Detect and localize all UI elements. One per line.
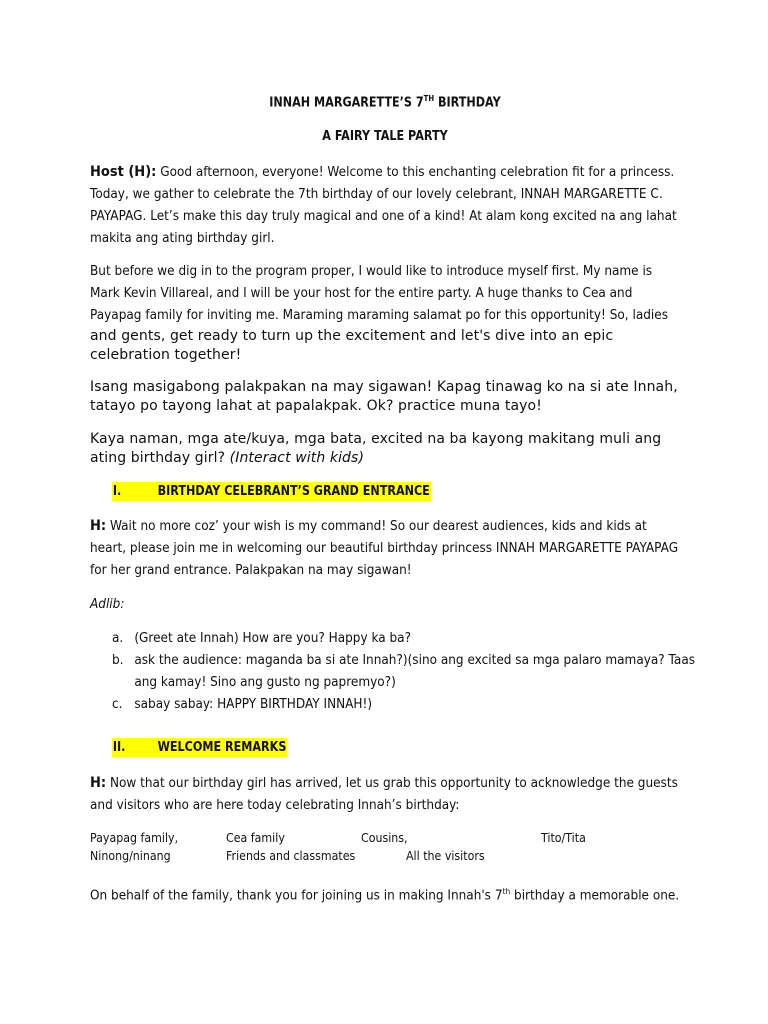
list-item: a. (Greet ate Innah) How are you? Happy ka ba? <box>112 631 412 646</box>
host-intro-paragraph: But before we dig in to the program proper, I would like to introduce myself first. My name is Mark Kevin Villareal, and I will be your host for the entire party. A huge thanks to Cea and Payapag family for inviting me. Maraming maraming salamat po for this opportunity! So, ladies <box>90 264 669 323</box>
interact-paragraph: Kaya naman, mga ate/kuya, mga bata, excited na ba kayong makitang muli ang ating birthday girl? (Interact with kids) <box>90 431 662 466</box>
document-title: INNAH MARGARETTE’S 7TH BIRTHDAY <box>269 94 501 111</box>
grand-entrance-paragraph: H: Wait no more coz’ your wish is my command! So our dearest audiences, kids and kids at heart, please join me in welcoming our beautiful birthday princess INNAH MARGARETTE PAYAPAG for her grand entrance. Palakpakan na may sigawan! <box>90 518 679 578</box>
document-subtitle: A FAIRY TALE PARTY <box>322 129 448 144</box>
guest-item: Friends and classmates <box>226 849 356 863</box>
guest-item: Ninong/ninang <box>90 849 171 863</box>
intro-paragraph: Host (H): Good afternoon, everyone! Welcome to this enchanting celebration fit for a princess. Today, we gather to celebrate the 7th birthday of our lovely celebrant, INNAH MARGARETTE C. PAYAPAG. Let’s make this day truly magical and one of a kind! At alam kong excited na ang lahat makita ang ating birthday girl. <box>90 164 677 246</box>
welcome-paragraph: H: Now that our birthday girl has arrived, let us grab this opportunity to acknowledge the guests and visitors who are here today celebrating Innah’s birthday: <box>90 775 678 813</box>
applause-paragraph: Isang masigabong palakpakan na may sigawan! Kapag tinawag ko na si ate Innah, tatayo po tayong lahat at papalakpak. Ok? practice muna tayo! <box>90 379 678 414</box>
host-intro-paragraph-end: and gents, get ready to turn up the excitement and let's dive into an epic celebration together! <box>90 328 614 363</box>
guest-item: All the visitors <box>406 849 485 863</box>
section-heading-grand-entrance: I. BIRTHDAY CELEBRANT’S GRAND ENTRANCE <box>112 484 430 499</box>
section-heading-welcome-remarks: II. WELCOME REMARKS <box>112 740 287 755</box>
host-label: Host (H): <box>90 164 157 180</box>
guest-item: Payapag family, <box>90 831 179 845</box>
adlib-list <box>112 628 696 716</box>
list-item: b. ask the audience: maganda ba si ate Innah?)(sino ang excited sa mga palaro mamaya? Taas ang kamay! Sino ang gusto ng papremyo?) <box>112 653 696 690</box>
list-item: c. sabay sabay: HAPPY BIRTHDAY INNAH!) <box>112 697 373 712</box>
guest-item: Tito/Tita <box>541 831 586 845</box>
guest-item: Cea family <box>226 831 285 845</box>
adlib-label: Adlib: <box>90 597 125 612</box>
guest-item: Cousins, <box>361 831 408 845</box>
closing-paragraph: On behalf of the family, thank you for joining us in making Innah's 7th birthday a memorable one. <box>90 887 680 904</box>
